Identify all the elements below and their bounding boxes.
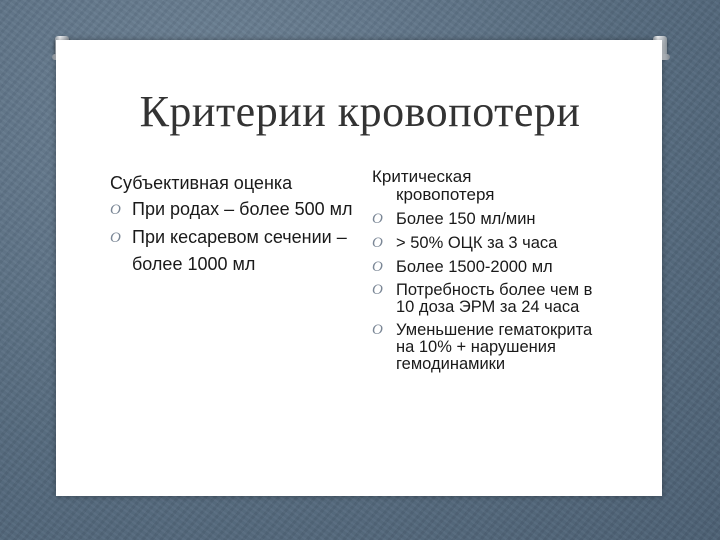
list-item-text: При кесаревом сечении – более 1000 мл xyxy=(132,227,347,274)
list-item-text: Уменьшение гематокрита на 10% + нарушения гемодинамики xyxy=(396,321,593,373)
left-column-list xyxy=(110,196,360,278)
list-item-text: Потребность более чем в 10 доза ЭРМ за 24 часа xyxy=(396,281,593,316)
list-item xyxy=(372,210,612,228)
list-item-text: При родах – более 500 мл xyxy=(132,199,353,219)
right-column-list xyxy=(372,210,612,373)
bullet-icon: O xyxy=(110,202,121,218)
bullet-icon: O xyxy=(372,322,383,338)
list-item xyxy=(110,196,360,223)
bullet-icon: O xyxy=(372,259,383,275)
bullet-icon: O xyxy=(110,230,121,246)
bullet-icon: O xyxy=(372,282,383,298)
left-column-heading: Субъективная оценка xyxy=(110,173,293,193)
slide-title: Критерии кровопотери xyxy=(139,87,581,136)
list-item xyxy=(372,322,612,373)
left-column xyxy=(110,172,360,278)
bullet-icon: O xyxy=(372,211,383,227)
right-heading-line1: Критическая xyxy=(372,167,472,186)
list-item-text: Более 150 мл/мин xyxy=(396,210,536,228)
bullet-icon: O xyxy=(372,235,383,251)
list-item xyxy=(372,258,612,276)
right-column xyxy=(372,168,612,373)
right-heading-line2: кровопотеря xyxy=(396,185,495,204)
list-item xyxy=(372,282,612,316)
right-column-heading xyxy=(372,168,612,204)
list-item xyxy=(372,234,612,252)
list-item-text: > 50% ОЦК за 3 часа xyxy=(396,234,558,252)
list-item-text: Более 1500-2000 мл xyxy=(396,258,553,276)
list-item xyxy=(110,224,360,278)
